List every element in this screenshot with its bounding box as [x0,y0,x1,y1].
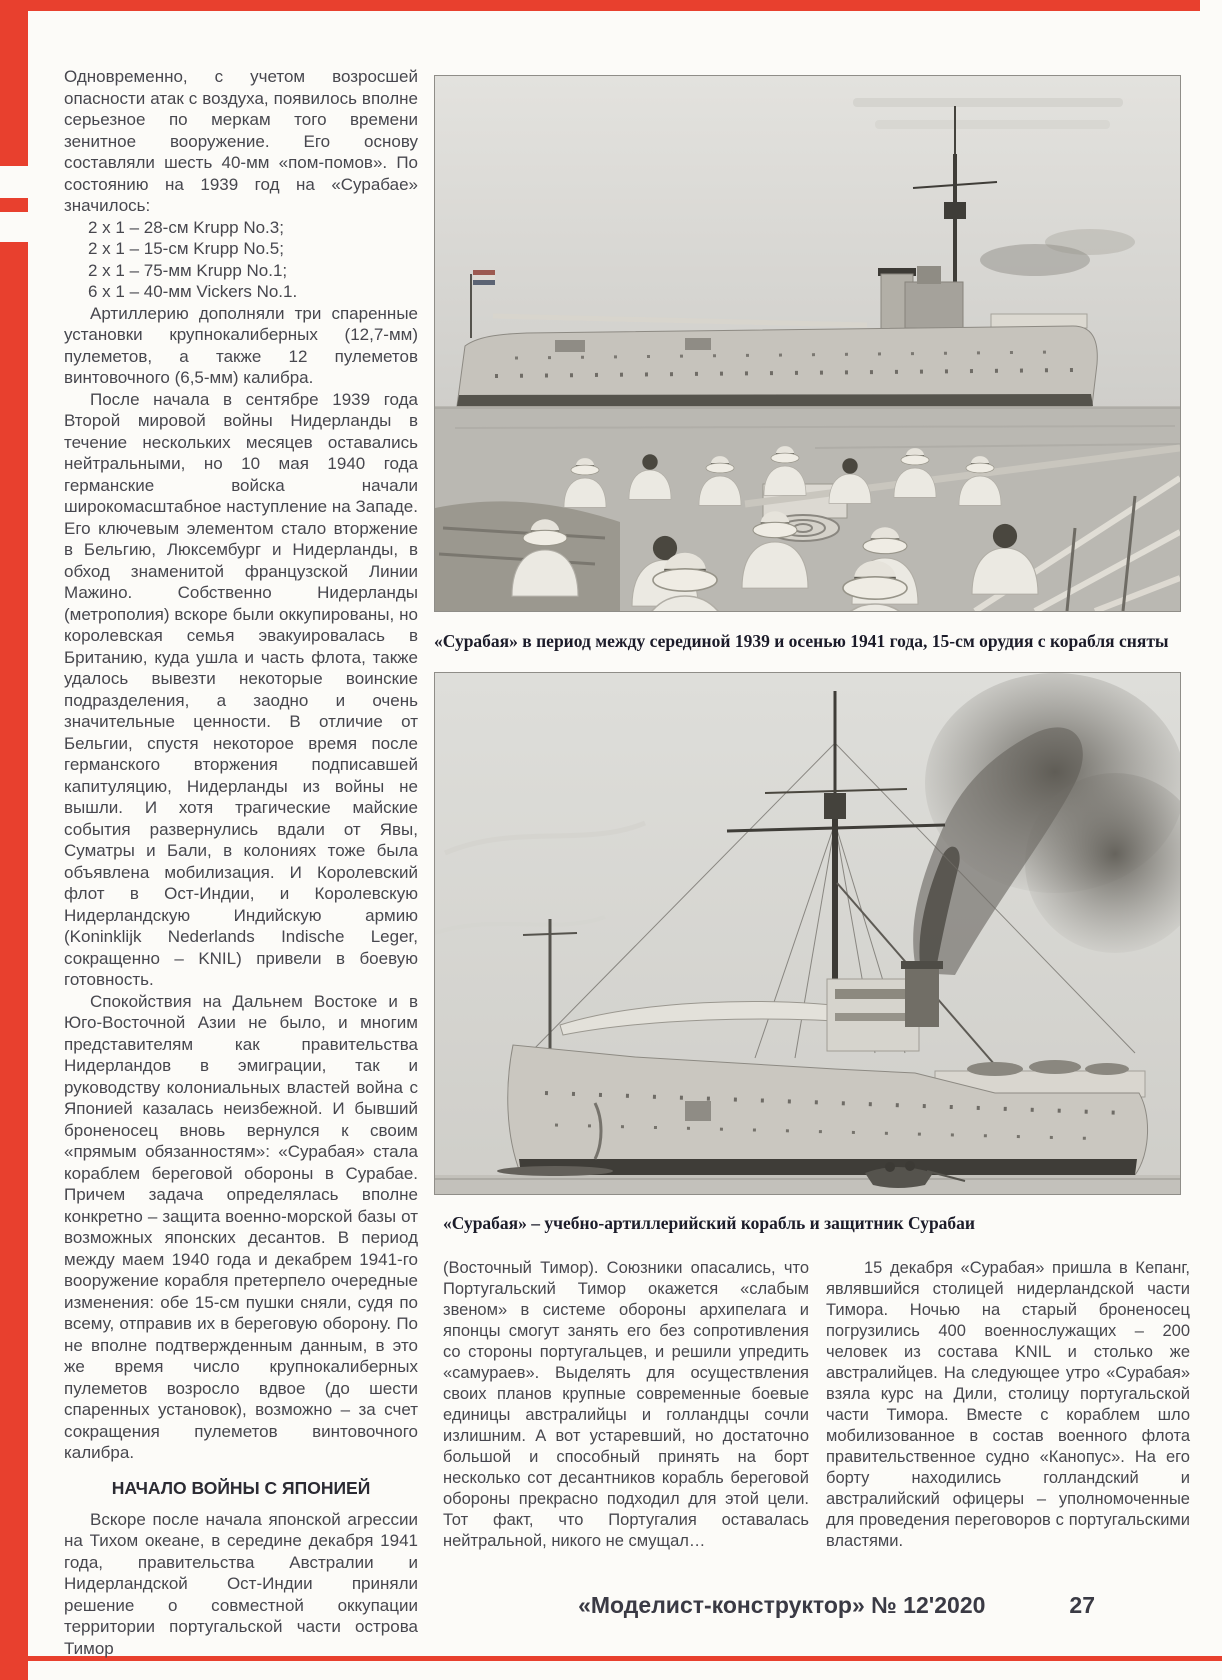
paragraph-kupang: 15 декабря «Сурабая» пришла в Кепанг, являвшийся столицей нидерландской части Тимора. Ночью на старый броненосец погрузились 400 военнослужащих – 200 человек из состава KNIL и столько же австралийцев. На следующее утро «Сурабая» взяла курс на Дили, столицу португальской части Тимора. Вместе с кораблем шло мобилизованное в состав военного флота правительственное судно «Канопус». На его борту находились голландский и австралийский офицеры – уполномоченные для проведения переговоров с португальскими властями. [826,1259,1190,1550]
magazine-title: «Моделист-конструктор» № 12'2020 [578,1592,986,1618]
page-edge-band-left [0,0,28,1680]
photo2-caption: «Сурабая» – учебно-артиллерийский корабль и защитник Сурабаи [443,1213,976,1233]
photo2-illustration [435,673,1180,1194]
armament-list-item: 6 х 1 – 40-мм Vickers No.1. [88,282,298,301]
section-heading: НАЧАЛО ВОЙНЫ С ЯПОНИЕЙ [111,1477,371,1498]
photo1-caption: «Сурабая» в период между серединой 1939 и осенью 1941 года, 15-см орудия с корабля сняты [434,631,1169,651]
paragraph-far-east: Спокойствия на Дальнем Востоке и в Юго-Восточной Азии не было, и многим представителям как правительства Нидерландов в эмиграции, так и руководству колониальных властей война с Японией казалась неизбежной. И бывший броненосец вновь вернулся к своим «прямым обязанностям»: «Сурабая» стала кораблем береговой обороны в Сурабае. Причем задача определялась вполне конкретно – защита военно-морской базы от возможных японских десантов. В период между маем 1940 года и декабрем 1941-го вооружение корабля претерпело очередные изменения: обе 15-см пушки сняли, судя по всему, отправив их в береговую оборону. По не вполне подтвержденным данным, в это же время число крупнокалиберных пулеметов возросло вдвое (до шести спаренных установок), возможно – за счет сокращения пулеметов винтовочного калибра. [64,991,418,1462]
paragraph-machineguns: Артиллерию дополняли три спаренные установки крупнокалиберных (12,7-мм) пулеметов, а также 12 пулеметов винтовочного (6,5-мм) калибра. [64,303,418,387]
left-text-column [64,66,418,1659]
armament-list-item: 2 х 1 – 75-мм Krupp No.1; [88,260,288,280]
page-footer [443,1592,1095,1619]
page-edge-band-top [0,0,1200,11]
armament-list [64,217,418,303]
edge-band-gap [0,166,28,198]
paragraph-intro: Одновременно, с учетом возросшей опасности атак с воздуха, появилось вполне серьезное по меркам того времени зенитное вооружение. Его основу составляли шесть 40-мм «пом-помов». По состоянию на 1939 год на «Сурабае» значилось: [64,67,418,215]
armament-list-item: 2 х 1 – 28-см Krupp No.3; [88,217,284,237]
right-text-column [826,1258,1190,1552]
paragraph-ww2: После начала в сентябре 1939 года Второй мировой войны Нидерланды в течение нескольких месяцев оставались нейтральными, но 10 мая 1940 года германские войска начали широкомасштабное наступление на Западе. Его ключевым элементом стало вторжение в Бельгию, Люксембург и Нидерланды, в обход знаменитой французской Линии Мажино. Собственно Нидерланды (метрополия) вскоре были оккупированы, но королевская семья эвакуировалась в Британию, куда ушла и часть флота, также удалось вывезти некоторые воинские подразделения, а заодно и очень значительные ценности. В отличие от Бельгии, спустя некоторое время после германского вторжения подписавшей капитуляцию, Нидерланды из войны не вышли. И хотя трагические майские события развернулись вдали от Явы, Суматры и Бали, в колониях тоже была объявлена мобилизация. И Королевский флот в Ост-Индии, и Королевскую Нидерландскую Индийскую армию (Koninklijk Nederlands Indische Leger, сокращенно – KNIL) привели в боевую готовность. [64,389,418,989]
edge-band-gap [0,212,28,242]
paragraph-japan-war: Вскоре после начала японской агрессии на Тихом океане, в середине декабря 1941 года, правительства Австралии и Нидерландской Ост-Индии приняли решение о совместной оккупации территории португальской части острова Тимор [64,1509,418,1658]
photo1-illustration [435,76,1180,611]
armament-list-item: 2 х 1 – 15-см Krupp No.5; [88,239,284,258]
photo-surabaya-1939-1941 [434,75,1181,612]
photo-surabaya-training-ship [434,672,1181,1195]
middle-text-column [443,1258,809,1552]
paragraph-timor: (Восточный Тимор). Союзники опасались, что Португальский Тимор окажется «слабым звеном» в системе обороны архипелага и японцы смогут занять его без сопротивления со стороны португальцев, и решили упредить «самураев». Выделять для осуществления своих планов крупные современные боевые единицы австралийцы и голландцы сочли излишним. А вот устаревший, но достаточно большой и способный принять на борт несколько сот десантников корабль береговой обороны прекрасно подходил для этой цели. Тот факт, что Португалия оставалась нейтральной, никого не смущал… [443,1259,809,1550]
page-number: 27 [1069,1592,1095,1618]
